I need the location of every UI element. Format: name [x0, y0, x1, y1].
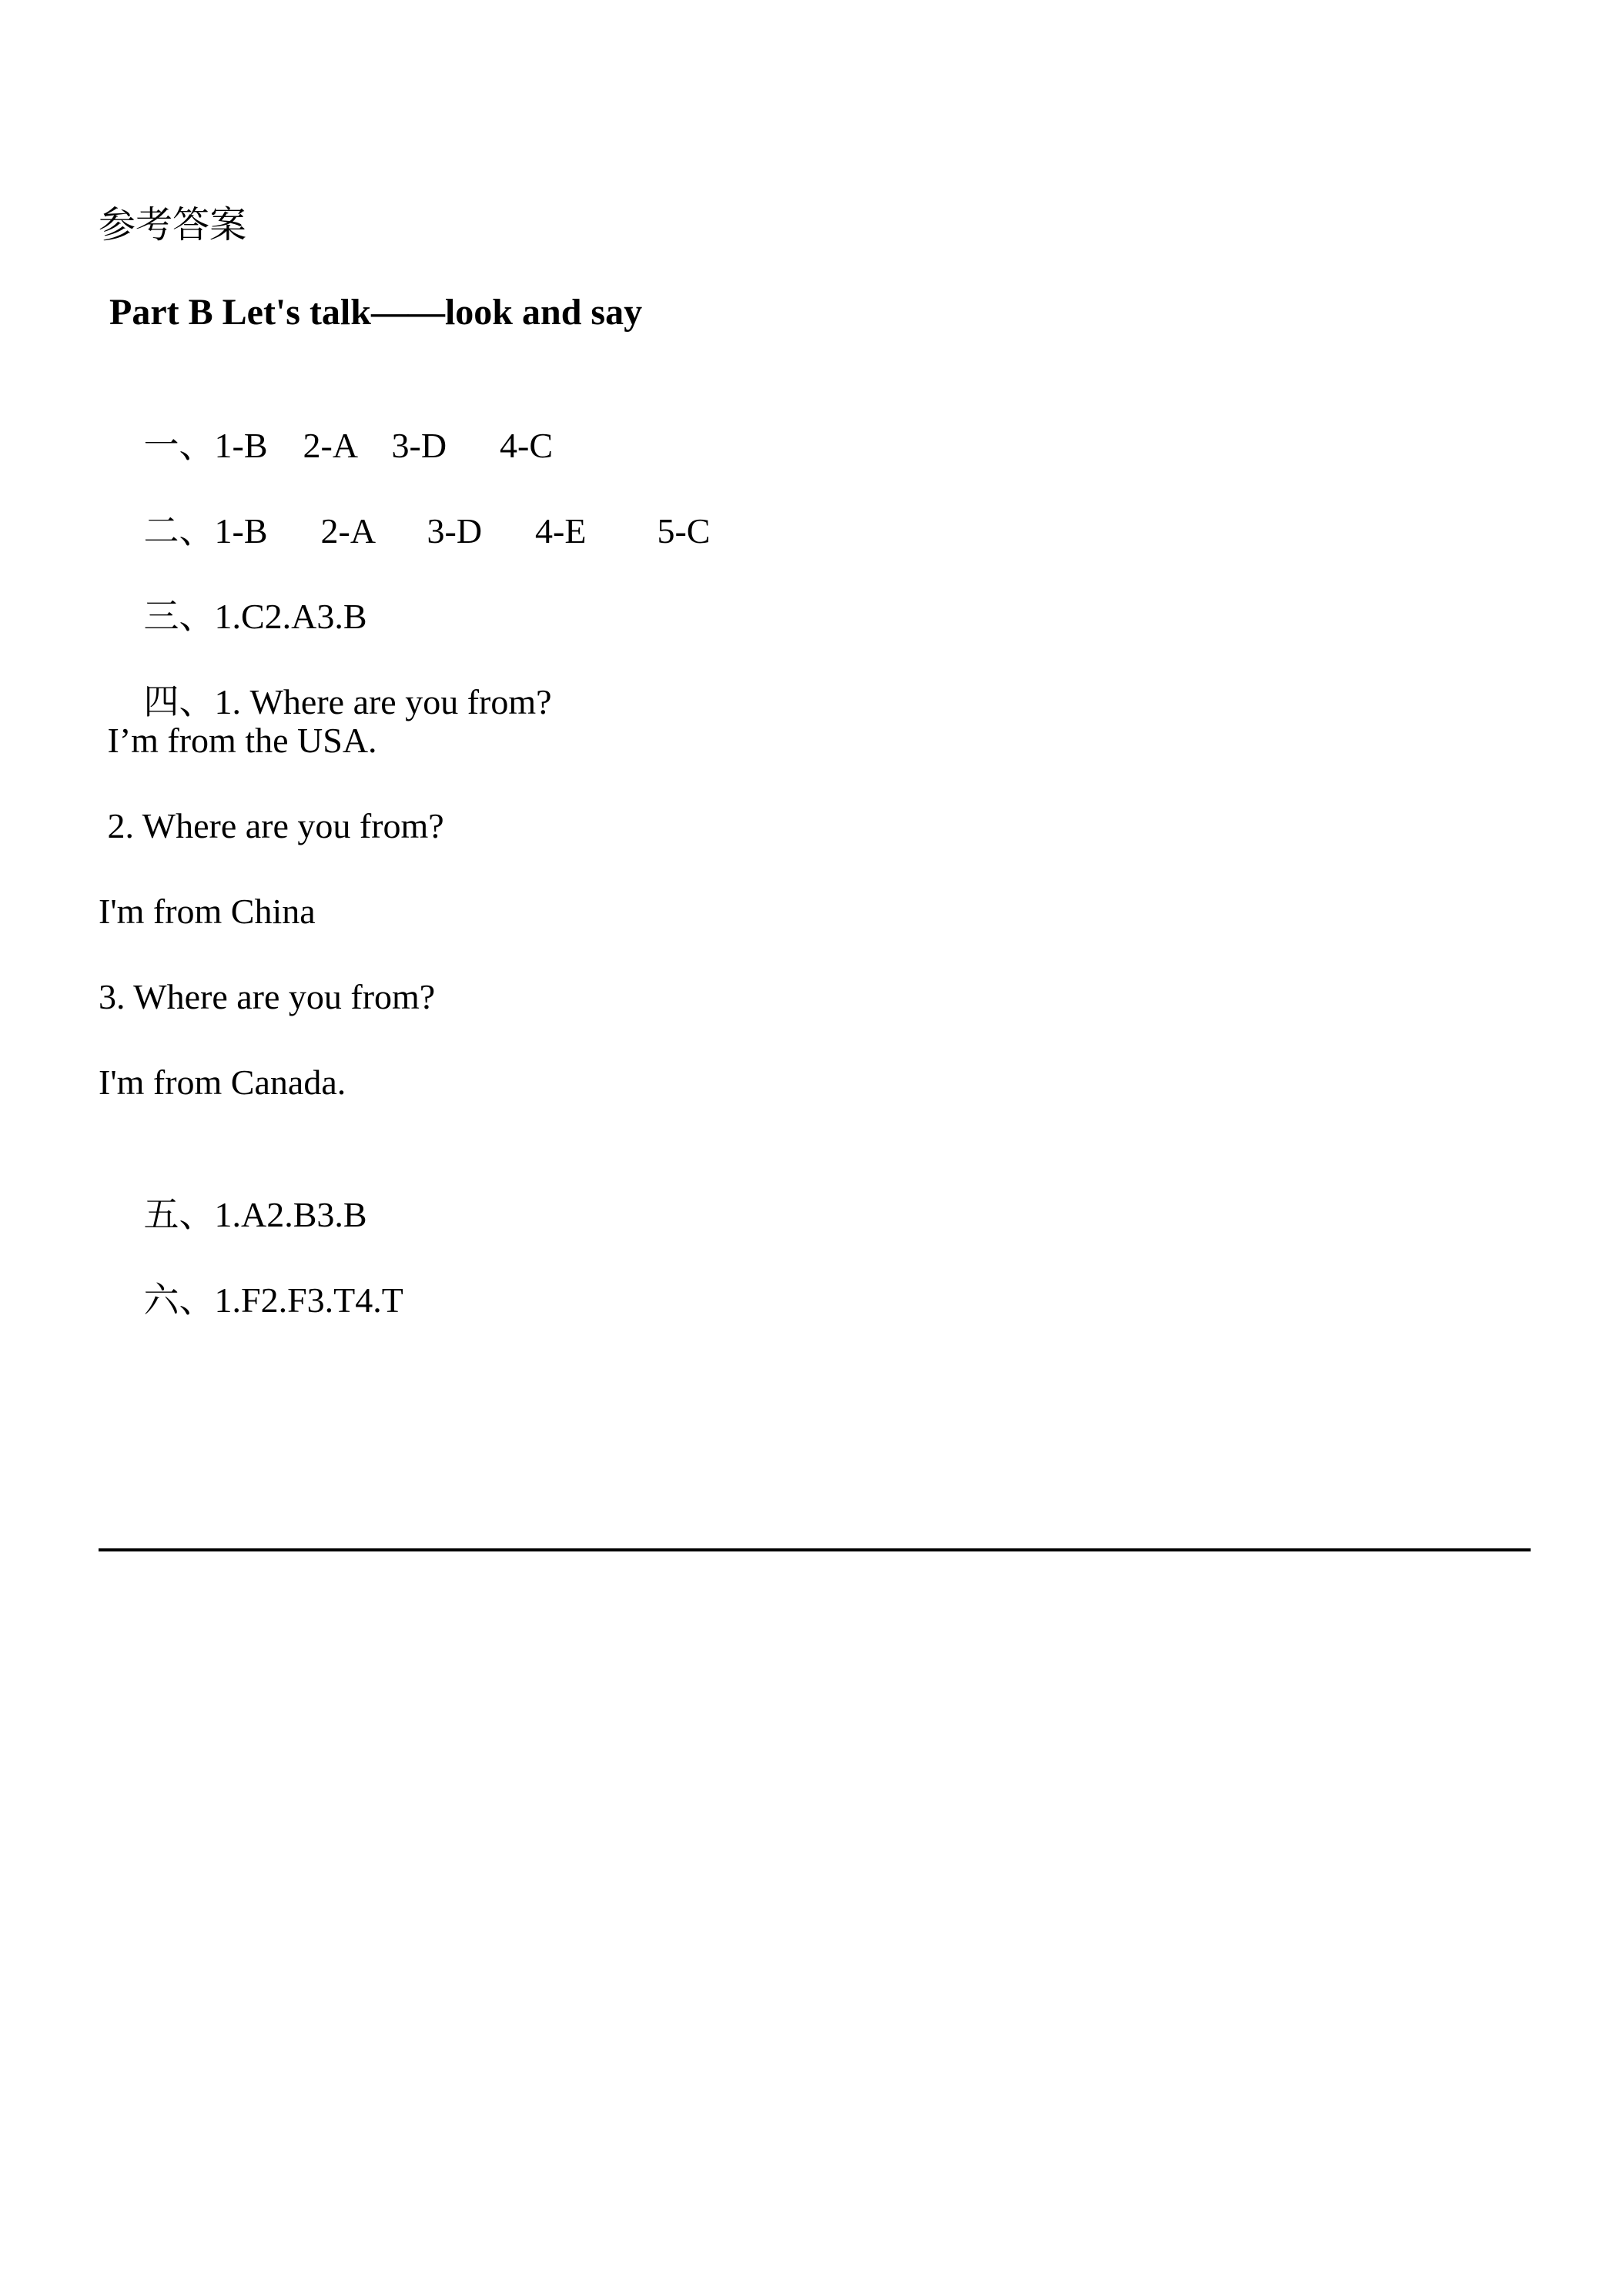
answer-prefix: 六、	[143, 1279, 215, 1320]
answer-prefix: 三、	[143, 595, 215, 637]
answer-text: 1.C2.A3.B	[214, 597, 367, 636]
answer-line-6: 2. Where are you from?	[99, 806, 444, 845]
answer-prefix: 一、	[143, 424, 215, 466]
page-title: 参考答案	[99, 203, 247, 246]
horizontal-divider	[99, 1548, 1531, 1551]
answer-text: 1.F2.F3.T4.T	[214, 1280, 403, 1320]
answer-text: 1-B 2-A 3-D 4-C	[214, 426, 554, 465]
answer-text: 1-B 2-A 3-D 4-E 5-C	[214, 511, 711, 551]
answer-text: 1. Where are you from?	[214, 682, 552, 721]
answer-prefix: 五、	[143, 1193, 215, 1235]
answer-prefix: 四、	[143, 681, 215, 722]
answer-line-8: 3. Where are you from?	[99, 977, 436, 1016]
answer-prefix: 二、	[143, 510, 215, 551]
answer-line-7: I'm from China	[99, 892, 316, 931]
answer-line-5: I’m from the USA.	[99, 721, 377, 760]
section-heading: Part B Let's talk——look and say	[109, 292, 643, 333]
answer-text: 1.A2.B3.B	[214, 1195, 367, 1234]
answer-line-9: I'm from Canada.	[99, 1063, 346, 1102]
answer-line-11	[99, 1230, 403, 1370]
